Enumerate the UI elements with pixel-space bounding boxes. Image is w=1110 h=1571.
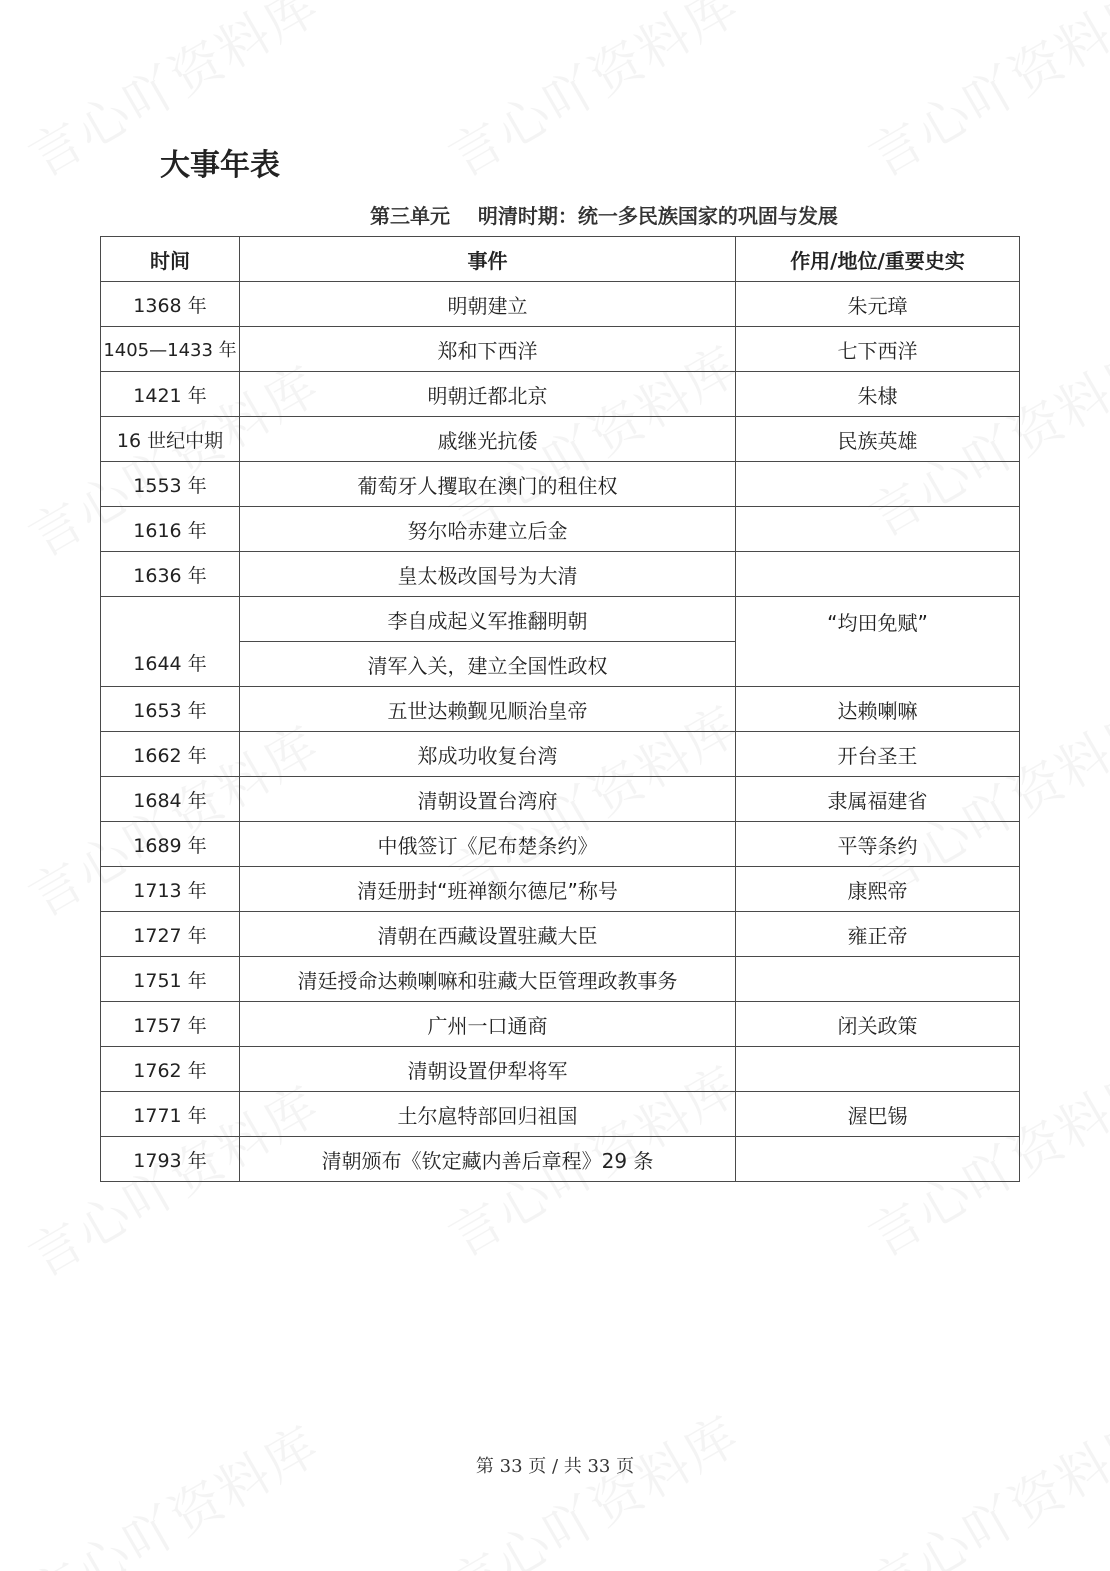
role-cell: 平等条约: [736, 822, 1020, 867]
table-row: [101, 507, 1020, 552]
time-cell: 1644 年: [101, 597, 240, 687]
role-cell: 民族英雄: [736, 417, 1020, 462]
event-cell: 努尔哈赤建立后金: [240, 507, 736, 552]
unit-title: 第三单元 明清时期：统一多民族国家的巩固与发展: [370, 204, 838, 228]
time-cell: 1405—1433 年: [101, 327, 240, 372]
event-cell: 皇太极改国号为大清: [240, 552, 736, 597]
role-cell: 开台圣王: [736, 732, 1020, 777]
role-cell: 渥巴锡: [736, 1092, 1020, 1137]
event-cell: 郑和下西洋: [240, 327, 736, 372]
table-row: [101, 372, 1020, 417]
column-header-event: 事件: [240, 237, 736, 282]
table-row: [101, 822, 1020, 867]
role-cell: 雍正帝: [736, 912, 1020, 957]
watermark: [853, 1394, 1110, 1571]
time-cell: 1616 年: [101, 507, 240, 552]
time-cell: 1653 年: [101, 687, 240, 732]
role-cell: [736, 1047, 1020, 1092]
event-cell: 广州一口通商: [240, 1002, 736, 1047]
event-cell: 中俄签订《尼布楚条约》: [240, 822, 736, 867]
event-cell: 郑成功收复台湾: [240, 732, 736, 777]
role-cell: [736, 1137, 1020, 1182]
event-cell: 明朝迁都北京: [240, 372, 736, 417]
event-cell: 明朝建立: [240, 282, 736, 327]
role-cell: [736, 552, 1020, 597]
event-cell: 李自成起义军推翻明朝: [240, 597, 736, 642]
role-cell: 朱棣: [736, 372, 1020, 417]
event-cell: 清军入关，建立全国性政权: [240, 642, 736, 687]
time-cell: 1662 年: [101, 732, 240, 777]
table-row: [101, 1137, 1020, 1182]
time-cell: 1553 年: [101, 462, 240, 507]
role-cell: [736, 462, 1020, 507]
role-cell: 朱元璋: [736, 282, 1020, 327]
time-cell: 1636 年: [101, 552, 240, 597]
table-row: [101, 417, 1020, 462]
time-cell: 1757 年: [101, 1002, 240, 1047]
event-cell: 清朝颁布《钦定藏内善后章程》29 条: [240, 1137, 736, 1182]
event-cell: 葡萄牙人攫取在澳门的租住权: [240, 462, 736, 507]
role-cell: [736, 957, 1020, 1002]
table-row: [101, 1092, 1020, 1137]
time-cell: 1713 年: [101, 867, 240, 912]
role-cell: 隶属福建省: [736, 777, 1020, 822]
time-cell: 1727 年: [101, 912, 240, 957]
table-row: [101, 1047, 1020, 1092]
time-cell: 1762 年: [101, 1047, 240, 1092]
table-row: [101, 957, 1020, 1002]
event-cell: 清朝设置台湾府: [240, 777, 736, 822]
page-title: 大事年表: [160, 148, 280, 183]
column-header-time: 时间: [101, 237, 240, 282]
table-row: [101, 777, 1020, 822]
table-row: [101, 912, 1020, 957]
time-cell: 1684 年: [101, 777, 240, 822]
event-cell: 清廷册封“班禅额尔德尼”称号: [240, 867, 736, 912]
time-cell: 1368 年: [101, 282, 240, 327]
event-cell: 土尔扈特部回归祖国: [240, 1092, 736, 1137]
role-cell: [736, 507, 1020, 552]
watermark: [853, 0, 1110, 191]
time-cell: 1689 年: [101, 822, 240, 867]
role-cell: 闭关政策: [736, 1002, 1020, 1047]
table-row: [101, 732, 1020, 777]
table-row: [101, 282, 1020, 327]
watermark: [13, 1404, 331, 1571]
event-cell: 清廷授命达赖喇嘛和驻藏大臣管理政教事务: [240, 957, 736, 1002]
table-header-row: [101, 237, 1020, 282]
event-cell: 清朝在西藏设置驻藏大臣: [240, 912, 736, 957]
table-row: [101, 552, 1020, 597]
time-cell: 1771 年: [101, 1092, 240, 1137]
role-cell: 七下西洋: [736, 327, 1020, 372]
watermark: [433, 0, 751, 191]
role-cell: 康熙帝: [736, 867, 1020, 912]
time-cell: 1793 年: [101, 1137, 240, 1182]
role-cell: “均田免赋”: [736, 597, 1020, 687]
table-row: [101, 687, 1020, 732]
role-cell: 达赖喇嘛: [736, 687, 1020, 732]
table-row: [101, 327, 1020, 372]
time-cell: 16 世纪中期: [101, 417, 240, 462]
event-cell: 五世达赖觐见顺治皇帝: [240, 687, 736, 732]
event-cell: 清朝设置伊犁将军: [240, 1047, 736, 1092]
time-cell: 1421 年: [101, 372, 240, 417]
table-row: [101, 867, 1020, 912]
time-cell: 1751 年: [101, 957, 240, 1002]
table-row: [101, 1002, 1020, 1047]
table-row: [101, 597, 1020, 642]
table-row: [101, 462, 1020, 507]
page-footer: 第 33 页 / 共 33 页: [475, 1456, 635, 1477]
events-table: [100, 236, 1020, 1182]
event-cell: 戚继光抗倭: [240, 417, 736, 462]
watermark: [433, 1394, 751, 1571]
column-header-role: 作用/地位/重要史实: [736, 237, 1020, 282]
